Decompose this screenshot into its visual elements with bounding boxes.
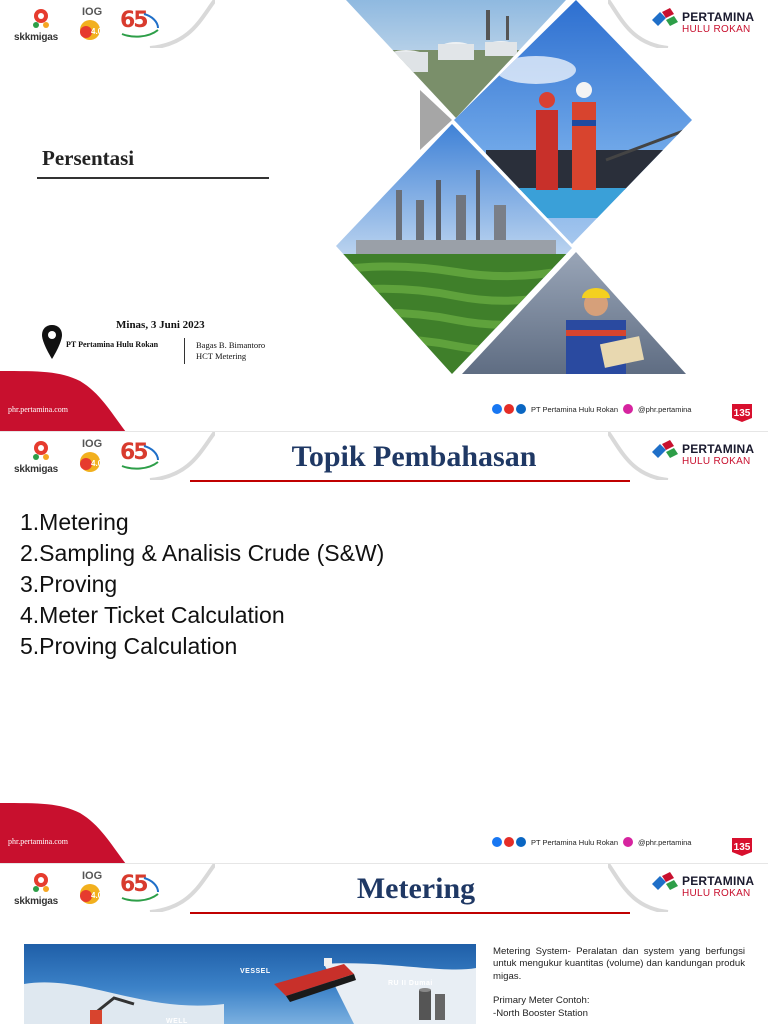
presenter-role: HCT Metering xyxy=(196,351,247,361)
anniversary-number: 65 xyxy=(120,872,147,897)
badge-number: 135 xyxy=(733,408,751,419)
social-company: PT Pertamina Hulu Rokan xyxy=(531,837,618,847)
social-handle: @phr.pertamina xyxy=(638,404,692,414)
presenter-name: Bagas B. Bimantoro xyxy=(196,340,266,350)
agenda-title-rule xyxy=(190,480,630,482)
iog-label: IOG xyxy=(82,6,103,18)
iog-logo xyxy=(76,6,110,44)
pertamina-name: PERTAMINA xyxy=(682,874,755,888)
location-pin-icon xyxy=(42,325,62,361)
skkmigas-label: skkmigas xyxy=(14,32,58,43)
pertamina-name: PERTAMINA xyxy=(682,10,755,24)
cover-presenter xyxy=(196,340,265,362)
pertamina-135-badge-icon xyxy=(730,396,754,422)
metering-description xyxy=(493,946,745,1020)
footer-url[interactable]: phr.pertamina.com xyxy=(8,837,68,846)
youtube-icon[interactable] xyxy=(504,404,514,414)
social-handle: @phr.pertamina xyxy=(638,837,692,847)
footer-red-shape xyxy=(0,803,130,864)
youtube-icon[interactable] xyxy=(504,837,514,847)
iog-number: 4.0 xyxy=(91,459,103,468)
topic-list xyxy=(20,507,384,662)
label-refinery: RU II Dumai xyxy=(388,980,433,987)
iog-label: IOG xyxy=(82,438,103,450)
pertamina-subtitle: HULU ROKAN xyxy=(682,24,751,35)
metering-flow-graphic xyxy=(24,944,476,1024)
list-item: 1.Metering xyxy=(20,509,129,535)
list-item: 3.Proving xyxy=(20,571,118,597)
slide-agenda xyxy=(0,432,768,864)
iog-label: IOG xyxy=(82,870,103,882)
iog-number: 4.0 xyxy=(91,891,103,900)
linkedin-icon[interactable] xyxy=(516,404,526,414)
cover-photo-collage xyxy=(336,0,696,378)
agenda-title: Topik Pembahasan xyxy=(291,440,537,473)
footer-url[interactable]: phr.pertamina.com xyxy=(8,405,68,414)
list-item: 5.Proving Calculation xyxy=(20,633,238,659)
metering-definition: Metering System- Peralatan dan system yang berfungsi untuk mengukur kuantitas (volume) dan kandungan produk migas. xyxy=(493,946,745,982)
skkmigas-label: skkmigas xyxy=(14,464,58,475)
label-vessel: VESSEL xyxy=(240,968,271,975)
footer-social-bar xyxy=(492,404,694,414)
anniversary-65-logo-icon xyxy=(118,8,162,40)
primary-meter-example: -North Booster Station xyxy=(493,1007,588,1019)
slide-metering xyxy=(0,864,768,1024)
pertamina-subtitle: HULU ROKAN xyxy=(682,456,751,467)
anniversary-65-logo xyxy=(118,8,162,40)
instagram-icon[interactable] xyxy=(623,837,633,847)
pertamina-135-badge-icon xyxy=(730,830,754,856)
linkedin-icon[interactable] xyxy=(516,837,526,847)
primary-meter-heading: Primary Meter Contoh: xyxy=(493,995,590,1007)
metering-title-rule xyxy=(190,912,630,914)
iog-logo-icon xyxy=(76,18,106,42)
list-item: 2.Sampling & Analisis Crude (S&W) xyxy=(20,540,385,566)
cover-title-underline xyxy=(37,177,269,179)
cover-title: Persentasi xyxy=(42,146,135,170)
anniversary-number: 65 xyxy=(120,8,147,33)
facebook-icon[interactable] xyxy=(492,404,502,414)
list-item: 4.Meter Ticket Calculation xyxy=(20,602,285,628)
pertamina-name: PERTAMINA xyxy=(682,442,755,456)
metering-title: Metering xyxy=(356,872,476,905)
footer-social-bar xyxy=(492,837,694,847)
skkmigas-logo xyxy=(14,8,66,44)
iog-number: 4.0 xyxy=(91,27,103,36)
slide-cover xyxy=(0,0,768,432)
social-company: PT Pertamina Hulu Rokan xyxy=(531,404,618,414)
instagram-icon[interactable] xyxy=(623,404,633,414)
cover-divider xyxy=(184,338,185,364)
anniversary-number: 65 xyxy=(120,440,147,465)
footer-red-shape xyxy=(0,371,130,432)
label-well: WELL xyxy=(166,1018,188,1024)
skkmigas-logo-icon xyxy=(32,8,50,30)
cover-company: PT Pertamina Hulu Rokan xyxy=(66,340,159,349)
header-logos-left xyxy=(0,0,215,48)
pertamina-subtitle: HULU ROKAN xyxy=(682,888,751,899)
facebook-icon[interactable] xyxy=(492,837,502,847)
cover-date-location: Minas, 3 Juni 2023 xyxy=(116,319,205,331)
badge-number: 135 xyxy=(733,842,751,853)
skkmigas-label: skkmigas xyxy=(14,896,58,907)
